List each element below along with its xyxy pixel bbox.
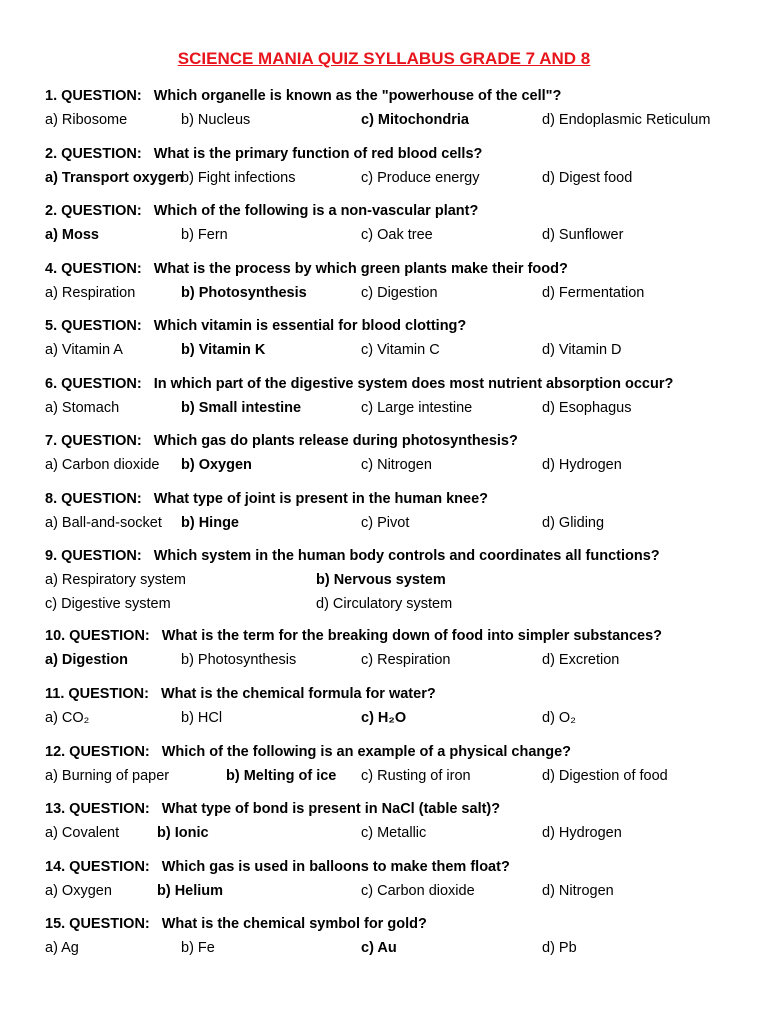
question-block [45, 374, 745, 422]
question-number: 11. QUESTION: [45, 686, 149, 702]
question-block [45, 316, 745, 364]
answer-row [45, 283, 745, 307]
question-text: Which gas is used in balloons to make them float? [161, 859, 510, 875]
answer-option: a) Covalent [45, 825, 120, 841]
answer-row [45, 708, 745, 732]
answer-option: c) Digestion [361, 285, 438, 301]
question-line [45, 86, 745, 110]
correct-answer-option: b) Photosynthesis [181, 285, 307, 301]
answer-option: c) Oak tree [361, 227, 433, 243]
answer-option: a) Carbon dioxide [45, 457, 160, 473]
question-number: 14. QUESTION: [45, 859, 150, 875]
answer-option: d) Sunflower [542, 227, 624, 243]
answer-option: d) Pb [542, 940, 577, 956]
answer-option: d) Digestion of food [542, 768, 668, 784]
question-line [45, 857, 745, 881]
question-block [45, 626, 745, 674]
answer-option: d) Fermentation [542, 285, 645, 301]
answer-option: d) Circulatory system [316, 596, 453, 612]
question-text: Which of the following is a non-vascular plant? [153, 203, 479, 219]
question-block [45, 799, 745, 847]
question-text: What is the chemical formula for water? [160, 686, 436, 702]
answer-row [45, 650, 745, 674]
answer-row [45, 594, 745, 618]
question-line [45, 431, 745, 455]
question-line [45, 489, 745, 513]
question-line [45, 626, 745, 650]
answer-option: d) Digest food [542, 170, 633, 186]
answer-option: d) Gliding [542, 515, 605, 531]
question-text: Which gas do plants release during photosynthesis? [153, 433, 518, 449]
correct-answer-option: b) Ionic [157, 825, 209, 841]
question-number: 8. QUESTION: [45, 491, 142, 507]
answer-row [45, 225, 745, 249]
question-number: 1. QUESTION: [45, 88, 142, 104]
answer-option: d) Nitrogen [542, 883, 614, 899]
answer-option: c) Digestive system [45, 596, 171, 612]
question-number: 6. QUESTION: [45, 376, 142, 392]
answer-option: c) Pivot [361, 515, 410, 531]
correct-answer-option: c) Au [361, 940, 397, 956]
question-block [45, 86, 745, 134]
question-text: What type of bond is present in NaCl (table salt)? [161, 801, 501, 817]
question-text: Which system in the human body controls and coordinates all functions? [153, 548, 660, 564]
answer-option: c) Nitrogen [361, 457, 432, 473]
question-text: Which of the following is an example of a physical change? [161, 744, 572, 760]
answer-option: a) Ball-and-socket [45, 515, 162, 531]
question-text: What is the chemical symbol for gold? [161, 916, 427, 932]
question-number: 15. QUESTION: [45, 916, 150, 932]
answer-option: b) Fe [181, 940, 215, 956]
answer-option: c) Vitamin C [361, 342, 440, 358]
question-line [45, 316, 745, 340]
question-text: In which part of the digestive system does most nutrient absorption occur? [153, 376, 674, 392]
answer-option: c) Large intestine [361, 400, 473, 416]
answer-option: a) Ribosome [45, 112, 128, 128]
question-number: 10. QUESTION: [45, 628, 150, 644]
answer-option: a) Vitamin A [45, 342, 123, 358]
answer-row [45, 340, 745, 364]
answer-option: d) Esophagus [542, 400, 632, 416]
answer-row [45, 398, 745, 422]
answer-option: a) Oxygen [45, 883, 112, 899]
correct-answer-option: b) Hinge [181, 515, 239, 531]
correct-answer-option: b) Vitamin K [181, 342, 266, 358]
question-number: 13. QUESTION: [45, 801, 150, 817]
correct-answer-option: b) Small intestine [181, 400, 302, 416]
answer-option: b) Nucleus [181, 112, 251, 128]
question-number: 2. QUESTION: [45, 146, 142, 162]
answer-row [45, 823, 745, 847]
answer-row [45, 513, 745, 537]
answer-row [45, 168, 745, 192]
answer-option: d) Hydrogen [542, 825, 622, 841]
answer-row [45, 881, 745, 905]
question-block [45, 259, 745, 307]
answer-option: b) Fern [181, 227, 228, 243]
answer-row [45, 110, 745, 134]
correct-answer-option: a) Moss [45, 227, 99, 243]
page-title: SCIENCE MANIA QUIZ SYLLABUS GRADE 7 AND 8 [177, 49, 591, 68]
question-block [45, 546, 745, 618]
question-text: What is the term for the breaking down of food into simpler substances? [161, 628, 663, 644]
answer-option: a) Ag [45, 940, 79, 956]
question-line [45, 144, 745, 168]
answer-option: a) Respiratory system [45, 572, 187, 588]
question-line [45, 546, 745, 570]
question-text: Which vitamin is essential for blood clotting? [153, 318, 467, 334]
question-block [45, 144, 745, 192]
question-block [45, 684, 745, 732]
correct-answer-option: b) Helium [157, 883, 224, 899]
question-number: 7. QUESTION: [45, 433, 142, 449]
answer-option: d) Hydrogen [542, 457, 622, 473]
answer-option: a) CO₂ [45, 710, 90, 726]
answer-option: d) Vitamin D [542, 342, 622, 358]
question-line [45, 259, 745, 283]
answer-option: b) Fight infections [181, 170, 296, 186]
answer-option: c) Carbon dioxide [361, 883, 475, 899]
answer-row [45, 938, 745, 962]
answer-option: c) Rusting of iron [361, 768, 471, 784]
answer-option: d) O₂ [542, 710, 576, 726]
question-number: 4. QUESTION: [45, 261, 142, 277]
question-line [45, 374, 745, 398]
question-line [45, 799, 745, 823]
question-block [45, 431, 745, 479]
question-number: 5. QUESTION: [45, 318, 142, 334]
question-number: 12. QUESTION: [45, 744, 150, 760]
question-text: What is the process by which green plants make their food? [153, 261, 568, 277]
question-text: What is the primary function of red blood cells? [153, 146, 483, 162]
answer-option: c) Produce energy [361, 170, 480, 186]
correct-answer-option: b) Melting of ice [226, 768, 337, 784]
question-block [45, 489, 745, 537]
answer-option: a) Respiration [45, 285, 136, 301]
correct-answer-option: c) H₂O [361, 710, 407, 726]
answer-option: d) Endoplasmic Reticulum [542, 112, 711, 128]
correct-answer-option: b) Oxygen [181, 457, 252, 473]
correct-answer-option: a) Transport oxygen [45, 170, 184, 186]
question-text: Which organelle is known as the "powerhouse of the cell"? [153, 88, 562, 104]
question-line [45, 201, 745, 225]
answer-option: b) Photosynthesis [181, 652, 297, 668]
answer-row [45, 455, 745, 479]
answer-option: a) Burning of paper [45, 768, 170, 784]
question-line [45, 742, 745, 766]
answer-option: c) Respiration [361, 652, 451, 668]
question-line [45, 914, 745, 938]
answer-option: d) Excretion [542, 652, 620, 668]
question-text: What type of joint is present in the human knee? [153, 491, 489, 507]
answer-row [45, 766, 745, 790]
question-block [45, 742, 745, 790]
question-number: 2. QUESTION: [45, 203, 142, 219]
question-number: 9. QUESTION: [45, 548, 142, 564]
answer-row [45, 570, 745, 594]
question-line [45, 684, 745, 708]
correct-answer-option: a) Digestion [45, 652, 128, 668]
correct-answer-option: c) Mitochondria [361, 112, 469, 128]
answer-option: b) HCl [181, 710, 223, 726]
question-block [45, 201, 745, 249]
question-block [45, 857, 745, 905]
answer-option: a) Stomach [45, 400, 120, 416]
answer-option: c) Metallic [361, 825, 427, 841]
correct-answer-option: b) Nervous system [316, 572, 446, 588]
question-block [45, 914, 745, 962]
